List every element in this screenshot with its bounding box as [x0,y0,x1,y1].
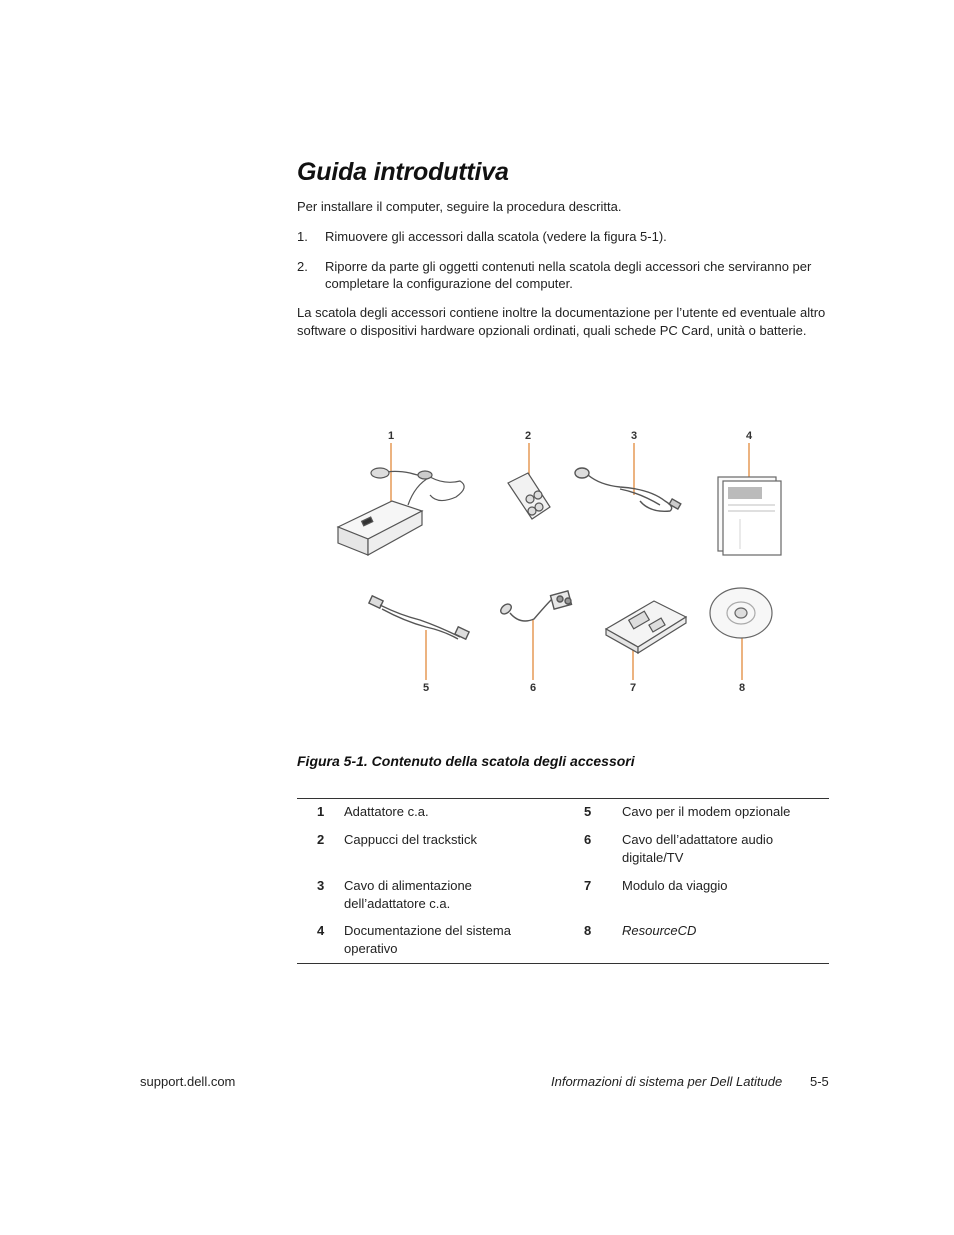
legend-number: 5 [584,804,592,819]
legend-label: ResourceCD [622,923,697,938]
legend-label: Cavo per il modem opzionale [622,804,791,819]
legend-number: 2 [317,832,325,847]
legend-label: Cavo di alimentazione dell’adattatore c.a. [344,878,472,911]
intro-text: Per installare il computer, seguire la procedura descritta. [297,199,622,214]
step-2 [297,258,829,294]
page-title: Guida introduttiva [297,158,509,186]
callout-4: 4 [746,430,753,442]
resource-cd-icon [710,588,772,638]
legend-label: Modulo da viaggio [622,878,728,893]
figure-caption: Figura 5-1. Contenuto della scatola degli accessori [297,753,635,769]
footer-title: Informazioni di sistema per Dell Latitude [551,1074,783,1089]
callout-7: 7 [630,682,637,694]
callout-5: 5 [423,682,430,694]
step-1 [297,228,829,246]
legend-label: Adattatore c.a. [344,804,429,819]
callout-8: 8 [739,682,746,694]
legend-label: Cavo dell’adattatore audio digitale/TV [622,832,774,865]
step-text: Rimuovere gli accessori dalla scatola (vedere la figura 5-1). [325,229,667,244]
legend-label: Documentazione del sistema operativo [344,923,511,956]
modem-cable-icon [369,596,469,639]
accessories-paragraph: La scatola degli accessori contiene inoltre la documentazione per l’utente ed eventuale altro software o dispositivi hardware opzionali ordinati, quali schede PC Card, unità o batterie. [297,305,826,338]
callout-1: 1 [388,430,395,442]
accessories-figure [320,415,800,700]
legend-table [297,798,829,964]
legend-number: 6 [584,832,592,847]
legend-number: 8 [584,923,592,938]
ac-adapter-icon [338,468,464,555]
legend-label: Cappucci del trackstick [344,832,477,847]
callout-6: 6 [530,682,537,694]
documentation-icon [718,477,781,555]
page-number: 5-5 [810,1074,829,1089]
callout-3: 3 [631,430,638,442]
power-cable-icon [575,468,681,511]
legend-number: 3 [317,878,325,893]
legend-number: 7 [584,878,592,893]
step-number: 2. [297,259,308,274]
legend-number: 1 [317,804,325,819]
trackstick-caps-icon [508,473,550,519]
step-number: 1. [297,229,308,244]
travel-module-icon [606,601,686,653]
step-text: Riporre da parte gli oggetti contenuti nella scatola degli accessori che serviranno per completare la configurazione del computer. [325,259,812,291]
legend-number: 4 [317,923,325,938]
callout-2: 2 [525,430,532,442]
footer-url: support.dell.com [140,1074,236,1089]
audio-tv-cable-icon [499,591,572,621]
